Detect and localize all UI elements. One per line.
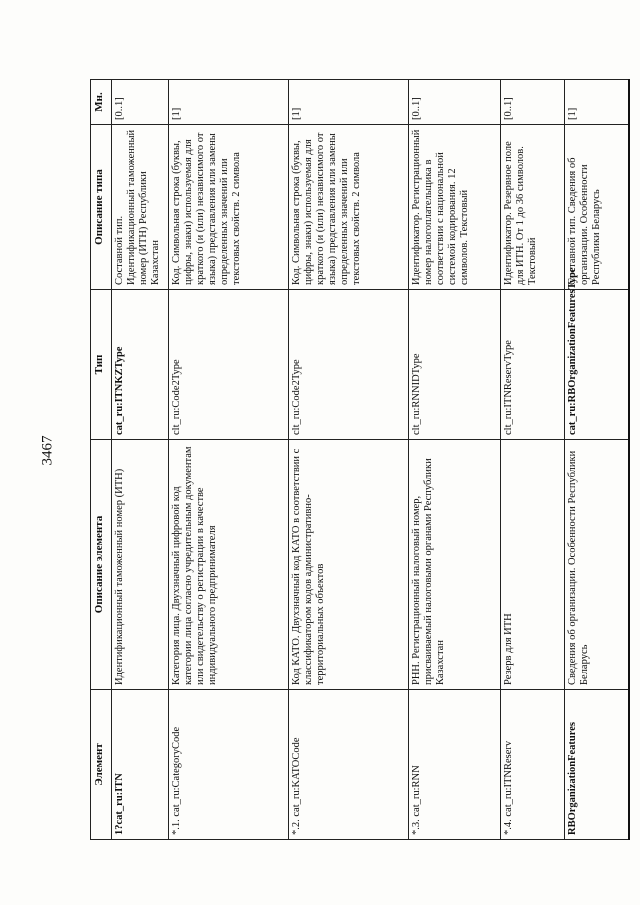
- row-type-description: Составной тип. Сведения об организации. Особенности Республики Беларусь: [565, 125, 629, 290]
- row-type-description: Идентификатор. Резервное поле для ИТН. От 1 до 36 символов. Текстовый: [500, 125, 564, 290]
- row-element-description: Резерв для ИТН: [500, 440, 564, 690]
- row-type: clt_ru:RNNIDType: [408, 290, 500, 440]
- element-table: [90, 79, 630, 840]
- row-element: *.4. cat_ru:ITNReserv: [500, 690, 564, 840]
- row-type: cat_ru:ITNKZType: [112, 290, 169, 440]
- row-multiplicity: [1]: [169, 80, 289, 125]
- table-row: [565, 80, 629, 840]
- row-element: *.3. cat_ru:RNN: [408, 690, 500, 840]
- table-row: [169, 80, 289, 840]
- row-multiplicity: [1]: [565, 80, 629, 125]
- header-multiplicity: Мн.: [91, 80, 112, 125]
- row-element: RBOrganizationFeatures: [565, 690, 629, 840]
- header-element: Элемент: [91, 690, 112, 840]
- table-row: [408, 80, 500, 840]
- table-row: [112, 80, 169, 840]
- row-type: cat_ru:RBOrganizationFeaturesType: [565, 290, 629, 440]
- row-type-description: Идентификатор. Регистрационный номер налогоплательщика в соответствии с национальной системой кодирования. 12 символов. Текстовый: [408, 125, 500, 290]
- row-element-description: Сведения об организации. Особенности Республики Беларусь: [565, 440, 629, 690]
- table-header-row: [91, 80, 112, 840]
- table-row: [288, 80, 408, 840]
- row-element: 1?cat_ru:ITN: [112, 690, 169, 840]
- row-multiplicity: [0..1]: [408, 80, 500, 125]
- row-element-description: Код КАТО. Двухзначный код КАТО в соответствии с классификатором кодов административно-территориальных объектов: [288, 440, 408, 690]
- header-element-description: Описание элемента: [91, 440, 112, 690]
- row-type: clt_ru:Code2Type: [169, 290, 289, 440]
- row-multiplicity: [1]: [288, 80, 408, 125]
- row-element-description: РНН. Регистрационный налоговый номер, присваиваемый налоговыми органами Республики Казахстан: [408, 440, 500, 690]
- row-multiplicity: [0..1]: [500, 80, 564, 125]
- header-type: Тип: [91, 290, 112, 440]
- row-multiplicity: [0..1]: [112, 80, 169, 125]
- row-element: *.2. cat_ru:KATOCode: [288, 690, 408, 840]
- row-element-description: Категория лица. Двухзначный цифровой код категории лица согласно учредительным документам или свидетельству о регистрации в качестве индивидуального предпринимателя: [169, 440, 289, 690]
- row-type: clt_ru:Code2Type: [288, 290, 408, 440]
- row-type-description: Код. Символьная строка (буквы, цифры, знаки) используемая для краткого (и (или) независимого от языка) представления или замены определенных значений или текстовых свойств. 2 символа: [169, 125, 289, 290]
- row-element-description: Идентификационный таможенный номер (ИТН): [112, 440, 169, 690]
- row-type: clt_ru:ITNReservType: [500, 290, 564, 440]
- page-number: 3467: [39, 435, 56, 466]
- table-row: [500, 80, 564, 840]
- header-type-description: Описание типа: [91, 125, 112, 290]
- row-type-description: Код. Символьная строка (буквы, цифры, знаки) используемая для краткого (и (или) независимого от языка) представления или замены определенных значений или текстовых свойств. 2 символа: [288, 125, 408, 290]
- rotated-page: [90, 80, 630, 840]
- row-type-description: Составной тип. Идентификационный таможенный номер (ИТН) Республики Казахстан: [112, 125, 169, 290]
- row-element: *.1. cat_ru:CategoryCode: [169, 690, 289, 840]
